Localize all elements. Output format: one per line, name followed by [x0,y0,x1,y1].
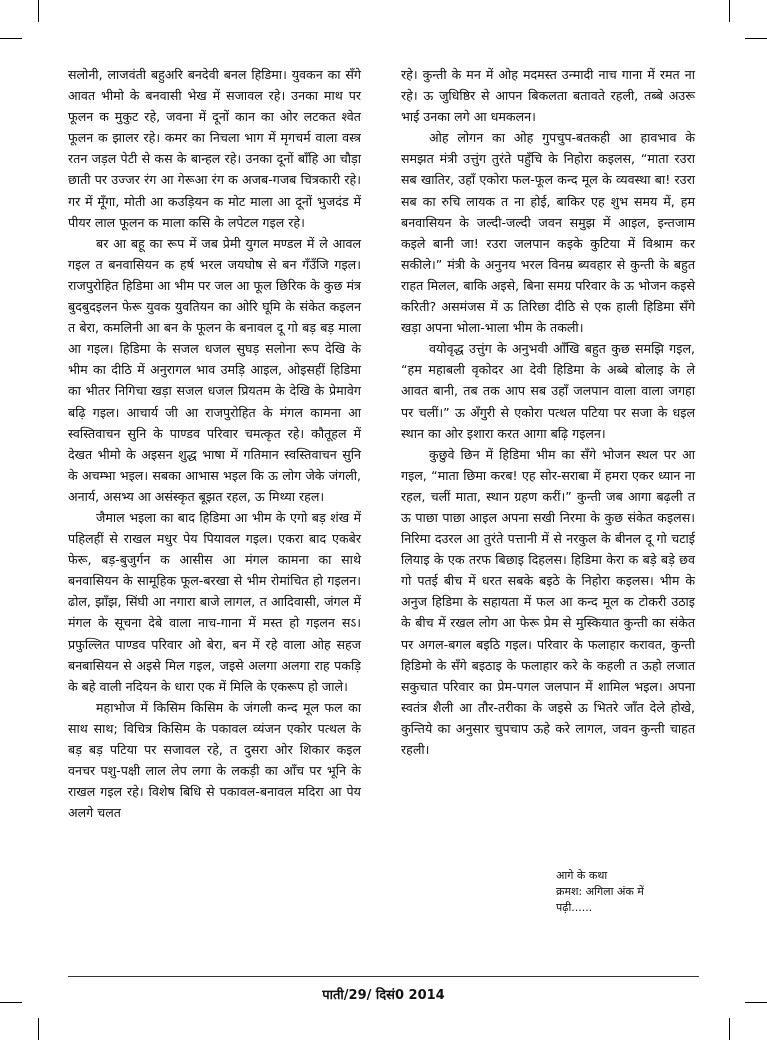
crop-mark [745,38,767,39]
crop-mark [729,1018,730,1040]
crop-mark [38,1018,39,1040]
crop-mark [38,0,39,22]
paragraph: रहे। कुन्ती के मन में ओह मदमस्त उन्मादी नाच गाना में रमत ना रहे। ऊ जुधिष्ठिर से आपन बिकलता बतावते रहली, तब्बे अउरू भाई उनका लगे आ धमकलन। [401,67,695,125]
continuation-line: पढ़ी...... [556,901,593,914]
paragraph: ओह लोगन का ओह गुपचुप-बतकही आ हावभाव के समझत मंत्री उत्तुंग तुरंते पहुँचि के निहोरा कइलस, “माता रउरा सब खातिर, उहाँ एकोरा फल-फूल कन्द मूल के व्यवस्था बा! रउरा सब का रुचि लायक त ना होई, बाकिर एह शुभ समय में, हम बनवासियन के जल्दी-जल्दी जवन समुझ में आइल, इन्तजाम कइले बानी जा! रउरा जलपान कइके कुटिया में विश्राम कर सकीले।” मंत्री के अनुनय भरल विनम्र ब्यवहार से कुन्ती के बहुत राहत मिलल, बाकि अइसे, बिना समग्र परिवार के ऊ भोजन कइसे करिती? असमंजस में ऊ तिरिछा दीठि से एक हाली हिडिमा सँगे खड़ा अपना भोला-भाला भीम के तकली। [401,130,695,336]
footer-divider [68,976,699,977]
paragraph: महाभोज में किसिम किसिम के जंगली कन्द मूल फल का साथ साथ; विचित्र किसिम के पकावल व्यंजन एकोर पत्थल के बड़ बड़ पटिया पर सजावल रहे, त दुसरा ओर शिकार कइल वनचर पशु-पक्षी लाल लेप लगा के लकड़ी का आँच पर भूनि के राखल गइल रहे। विशेष बिधि से पकावल-बनावल मदिरा आ पेय अलगे चलत [68,699,361,821]
paragraph: सलोनी, लाजवंती बहुअरि बनदेवी बनल हिडिमा। युवकन का सँगे आवत भीमो के बनवासी भेख में सजावल रहे। उनका माथ पर फूलन क मुकुट रहे, जवना में दूनों कान का ओर लटकत श्वेत फूलन क झालर रहे। कमर का निचला भाग में मृगचर्म वाला वस्त्र रतन जड़ल पेटी से कस के बान्हल रहे। उनका दूनों बाँहि आ चौड़ा छाती पर उज्जर रंग आ गेरूआ रंग क अजब-गजब चित्रकारी रहे। गर में मूँगा, मोती आ कउड़ियन क मोट माला आ दूनों भुजदंड में पीयर लाल फूलन क माला कसि के लपेटल गइल रहे। [68,67,361,230]
right-column [401,64,695,760]
paragraph: बर आ बहू का रूप में जब प्रेमी युगल मण्डल में ले आवल गइल त बनवासियन क हर्ष भरल जयघोष से बन गँउँजि गइल। राजपुरोहित हिडिमा आ भीम पर जल आ फूल छिरिक के कुछ मंत्र बुदबुदइलन फेरू युवक युवतियन का ओरि घूमि के संकेत कइलन त बेरा, कमलिनी आ बन के फूलन के बनावल दू गो बड़ बड़ माला आ गइल। हिडिमा के सजल धजल सुघड़ सलोना रूप देखि के भीम का दीठि में अनुरागल भाव उमड़ि आइल, ओइसहीं हिडिमा का भीतर निगिचा खड़ा सजल धजल प्रियतम के देखि के प्रेमावेग बढ़ि गइल। आचार्य जी आ राजपुरोहित के मंगल कामना आ स्वस्तिवाचन सुनि के पाण्डव परिवार चमत्कृत रहे। कौतूहल में देखत भीमो के अइसन शुद्ध भाषा में गतिमान स्वस्तिवाचन सुनि के अचम्भा भइल। सबका आभास भइल कि ऊ लोग जेके जंगली, अनार्य, असभ्य आ असंस्कृत बूझत रहल, ऊ मिथ्या रहल। [68,235,361,504]
continuation-line: आगे के कथा [556,869,608,882]
continuation-note [556,868,706,916]
crop-mark [729,0,730,22]
continuation-line: क्रमश: अगिला अंक में [556,885,644,898]
paragraph: कुछुवे छिन में हिडिमा भीम का सँगे भोजन स्थल पर आ गइल, “माता छिमा करब! एह सोर-सराबा में हमरा एकर ध्यान ना रहल, चलीं माता, स्थान ग्रहण करीं।” कुन्ती जब आगा बढ़ली त ऊ पाछा पाछा आइल अपना सखी निरमा के कुछ संकेत कइलस। निरिमा दउरल आ तुरंते पत्तानी में से नरकुल के बीनल दू गो चटाई लियाइ के एक तरफ बिछाइ दिहलस। हिडिमा केरा क बड़े बड़े छव गो पतई बीच में धरत सबके बइठे के निहोरा कइलस। भीम के अनुज हिडिमा के सहायता में फल आ कन्द मूल क टोकरी उठाइ के बीच में रखल लोग आ फेरू प्रेम से मुस्कियात कुन्ती का संकेत पर अगल-बगल बइठि गइल। परिवार के फलाहार करावत, कुन्ती हिडिमो के सँगे बइठाइ के फलाहार करे के कहली त ऊहो लजात सकुचात परिवार का प्रेम-पगल जलपान में शामिल भइल। अपना स्वतंत्र शैली आ तौर-तरीका के जइसे ऊ भितरे जाँत देले होखे, कुन्तिये का अनुसार चुपचाप ऊहे करे लागल, जवन कुन्ती चाहत रहली। [401,446,695,757]
paragraph: वयोवृद्ध उत्तुंग के अनुभवी आँखि बहुत कुछ समझि गइल, “हम महाबली वृकोदर आ देवी हिडिमा के अब्बे बोलाइ के ले आवत बानी, तब तक आप सब उहाँ जलपान वाला वाला जगहा पर चलीं।” ऊ अँगुरी से एकोरा पत्थल पटिया पर सजा के धइल स्थान का ओर इशारा करत आगा बढ़ि गइलन। [401,341,695,441]
crop-mark [0,38,22,39]
left-column [68,64,361,823]
paragraph: जैमाल भइला का बाद हिडिमा आ भीम के एगो बड़ शंख में पहिलहीं से राखल मधुर पेय पियावल गइल। एकरा बाद एकबेर फेरू, बड़-बुजुर्गन क आसीस आ मंगल कामना का साथे बनवासियन के सामूहिक फूल-बरखा से भीम रोमांचित हो गइलन। ढोल, झाँझ, सिंघी आ नगारा बाजे लागल, त आदिवासी, जंगल में मंगल के सूचना देबे वाला नाच-गाना में मस्त हो गइलन सऽ। प्रफुल्लित पाण्डव परिवार ओ बेरा, बन में रहे वाला ओह सहज बनबासियन से अइसे मिल गइल, जइसे अलगा अलगा राह पकड़ि के बहे वाली नदियन के धारा एक में मिलि के एकरूप हो जाले। [68,509,361,694]
page-footer: पाती/29/ दिसं0 2014 [322,988,445,1003]
